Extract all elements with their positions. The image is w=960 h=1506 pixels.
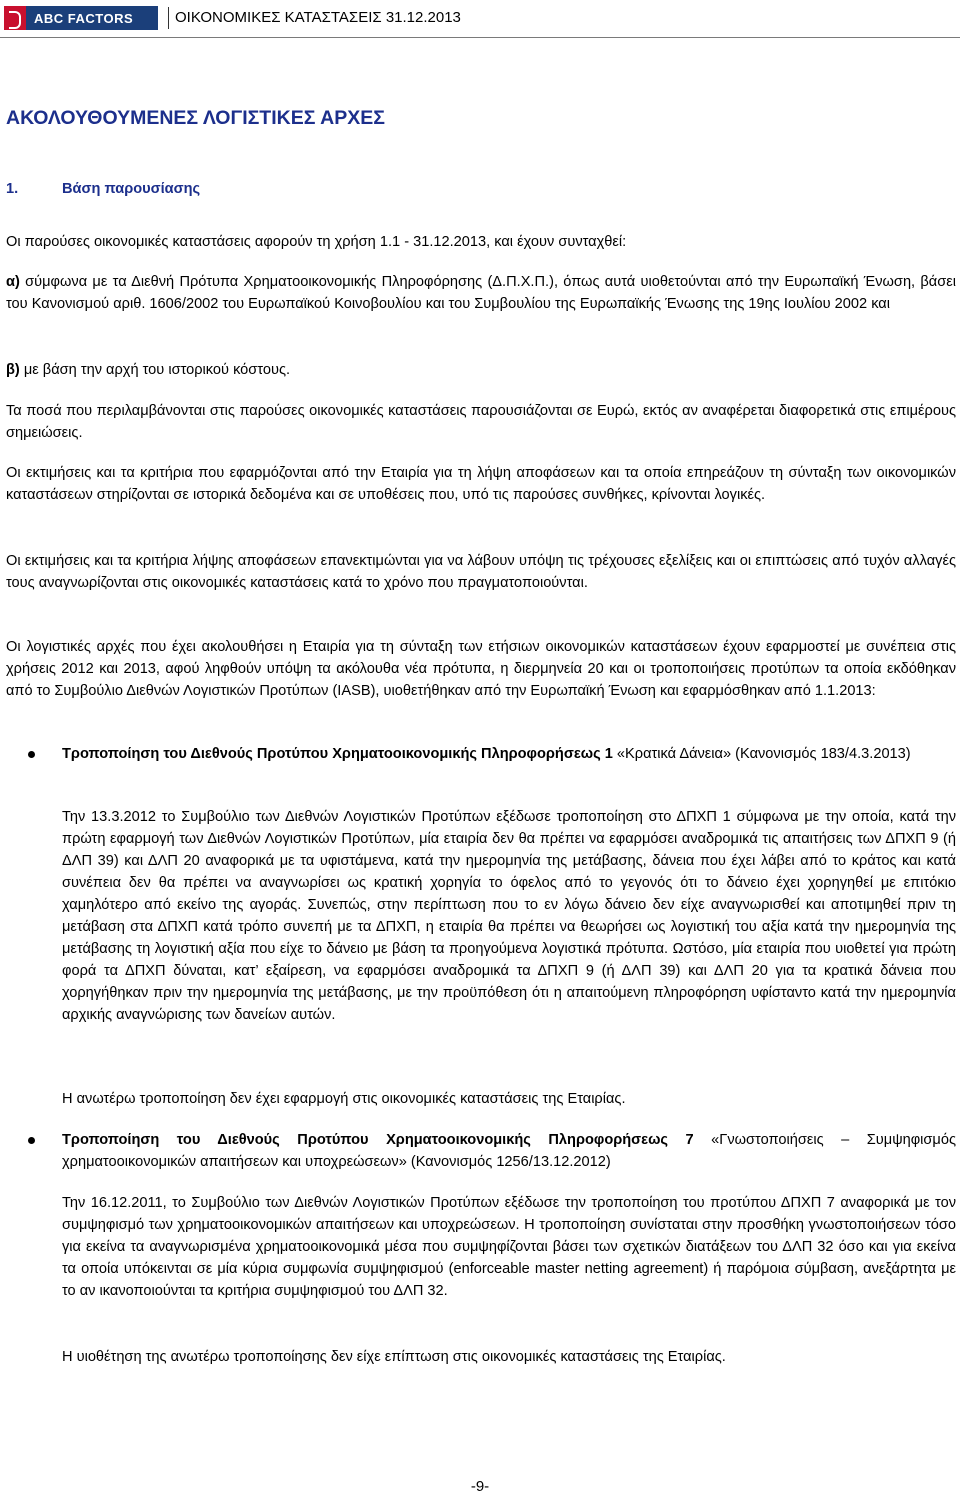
section-heading [6,178,956,200]
paragraph-currency: Τα ποσά που περιλαμβάνονται στις παρούσες οικονομικές καταστάσεις παρουσιάζονται σε Ευρώ, εκτός αν αναφέρεται διαφορετικά στις επιμέρους σημειώσεις. [6,403,956,441]
paragraph-policies: Οι λογιστικές αρχές που έχει ακολουθήσει η Εταιρία για τη σύνταξη των ετήσιων οικονομικών καταστάσεων έχουν εφαρμοστεί με συνέπεια στις χρήσεις 2012 και 2013, αφού ληφθούν υπόψη τα ακόλουθα νέα πρότυπα, η διερμηνεία 20 και οι τροποποιήσεις προτύπων τα οποία εκδόθηκαν από το Συμβούλιο Διεθνών Λογιστικών Προτύπων (IASB), υιοθετήθηκαν από την Ευρωπαϊκή Ένωση και εφαρμόσθηκαν από 1.1.2013: [6,639,956,699]
paragraph-estimates: Οι εκτιμήσεις και τα κριτήρια που εφαρμόζονται από την Εταιρία για τη λήψη αποφάσεων και τα οποία επηρεάζουν τη σύνταξη των οικονομικών καταστάσεων στηρίζονται σε ιστορικά δεδομένα και σε υποθέσεις που, υπό τις παρούσες συνθήκες, κρίνονται λογικές. [6,465,956,503]
logo-text: ABC FACTORS [34,10,134,26]
amendment-ifrs7-note: Η υιοθέτηση της ανωτέρω τροποποίησης δεν είχε επίπτωση στις οικονομικές καταστάσεις της Εταιρίας. [62,1349,726,1365]
logo-mark-icon [4,6,26,30]
paragraph-a [6,271,956,315]
section-number: 1. [6,181,19,197]
section-title: Βάση παρουσίασης [62,181,201,197]
page-number: -9- [470,1478,490,1495]
paragraph-reassessment: Οι εκτιμήσεις και τα κριτήρια λήψης αποφάσεων επανεκτιμώνται για να λάβουν υπόψη τις τρέχουσες εξελίξεις και οι επιπτώσεις από τυχόν αλλαγές τους αναγνωρίζονται στις οικονομικές καταστάσεις κατά το χρόνο που πραγματοποιούνται. [6,553,956,591]
company-logo [4,6,158,30]
item-label-b: β) [6,362,20,378]
item-label-a: α) [6,274,20,290]
paragraph-intro: Οι παρούσες οικονομικές καταστάσεις αφορούν τη χρήση 1.1 - 31.12.2013, και έχουν συνταχθεί: [6,234,627,250]
item-text-b: με βάση την αρχή του ιστορικού κόστους. [19,362,291,378]
item-text-a: σύμφωνα με τα Διεθνή Πρότυπα Χρηματοοικονομικής Πληροφόρησης (Δ.Π.Χ.Π.), όπως αυτά υιοθετούνται από την Ευρωπαϊκή Ένωση, βάσει του Κανονισμού αριθ. 1606/2002 του Ευρωπαϊκού Κοινοβουλίου και του Συμβουλίου της Ευρωπαϊκής Ένωσης της 19ης Ιουλίου 2002 και [6,274,956,312]
document-title: ΟΙΚΟΝΟΜΙΚΕΣ ΚΑΤΑΣΤΑΣΕΙΣ 31.12.2013 [175,9,461,26]
amendment-ifrs7-title [62,1129,956,1173]
header-separator [168,7,169,29]
bullet-icon [28,751,35,758]
amendment-ifrs1-title [62,743,956,765]
amendment-ifrs7-body: Την 16.12.2011, το Συμβούλιο των Διεθνών Λογιστικών Προτύπων εξέδωσε την τροποποίηση του προτύπου ΔΠΧΠ 7 αναφορικά με τον συμψηφισμό των χρηματοοικονομικών απαιτήσεων και υποχρεώσεων. Η τροποποίηση συνίσταται στην προσθήκη γνωστοποιήσεων τόσο για εκείνα τα αναγνωρισμένα χρηματοοικονομικά μέσα που συμψηφίζονται βάσει των σχετικών διατάξεων του ΔΛΠ 32 όσο και για εκείνα τα οποία υπόκεινται σε μία κύρια συμφωνία συμψηφισμού (enforceable master netting agreement) ή παρόμοια σύμβαση, ανεξάρτητα με το αν ικανοποιούνται τα κριτήρια συμψηφισμού του ΔΛΠ 32. [62,1195,956,1299]
amendment-ifrs1-title-bold: Τροποποίηση του Διεθνούς Προτύπου Χρηματοοικονομικής Πληροφορήσεως 1 [62,746,613,762]
header-rule [0,37,960,38]
amendment-ifrs1-title-rest: «Κρατικά Δάνεια» (Κανονισμός 183/4.3.2013) [612,746,911,762]
amendment-ifrs7-title-rest: «Γνωστοποιήσεις – Συμψηφισμός χρηματοοικονομικών απαιτήσεων και υποχρεώσεων» (Κανονισμός 1256/13.12.2012) [62,1132,956,1170]
amendment-ifrs1-body: Την 13.3.2012 το Συμβούλιο των Διεθνών Λογιστικών Προτύπων εξέδωσε τροποποίηση στο ΔΠΧΠ 1 σύμφωνα με την οποία, κατά την πρώτη εφαρμογή των Διεθνών Λογιστικών Προτύπων, μία εταιρία δεν θα πρέπει να εφαρμόσει αναδρομικά τις απαιτήσεις των ΔΠΧΠ 9 (ή ΔΛΠ 39) και ΔΛΠ 20 αναφορικά με τα υφιστάμενα, κατά την ημερομηνία της μετάβασης, δάνεια που έχει λάβει από το κράτος και κατά συνέπεια δεν θα πρέπει να αναγνωρίσει ως κρατική χορηγία το όφελος από το γεγονός ότι το δάνειο έχει χορηγηθεί με επιτόκιο χαμηλότερο από εκείνο της αγοράς. Συνεπώς, στην περίπτωση που το εν λόγω δάνειο δεν είχε αναγνωρισθεί και αποτιμηθεί πριν τη μετάβαση στα ΔΠΧΠ κατά τρόπο συνεπή με τα ΔΠΧΠ, η εταιρία θα πρέπει να θεωρήσει ως λογιστική του αξία κατά την ημερομηνία της μετάβασης τη λογιστική αξία που είχε το δάνειο με βάση τα προηγούμενα λογιστικά πρότυπα. Ωστόσο, μία εταιρία που υιοθετεί για πρώτη φορά τα ΔΠΧΠ δύναται, κατ’ εξαίρεση, να εφαρμόσει αναδρομικά τα ΔΠΧΠ 9 (ή ΔΛΠ 39) και ΔΛΠ 20 για τα κρατικά δάνεια που χορηγήθηκαν πριν την ημερομηνία της μετάβασης, με την προϋπόθεση ότι η απαιτούμενη πληροφόρηση υφίσταντο κατά την ημερομηνία αρχικής αναγνώρισης των δανείων αυτών. [62,809,956,1023]
amendment-ifrs1-note: Η ανωτέρω τροποποίηση δεν έχει εφαρμογή στις οικονομικές καταστάσεις της Εταιρίας. [62,1091,626,1107]
main-heading: ΑΚΟΛΟΥΘΟΥΜΕΝΕΣ ΛΟΓΙΣΤΙΚΕΣ ΑΡΧΕΣ [6,107,385,129]
amendment-ifrs7-title-bold: Τροποποίηση του Διεθνούς Προτύπου Χρηματοοικονομικής Πληροφορήσεως 7 [62,1132,694,1148]
bullet-icon [28,1137,35,1144]
paragraph-b [6,359,956,381]
page-header [0,0,960,38]
